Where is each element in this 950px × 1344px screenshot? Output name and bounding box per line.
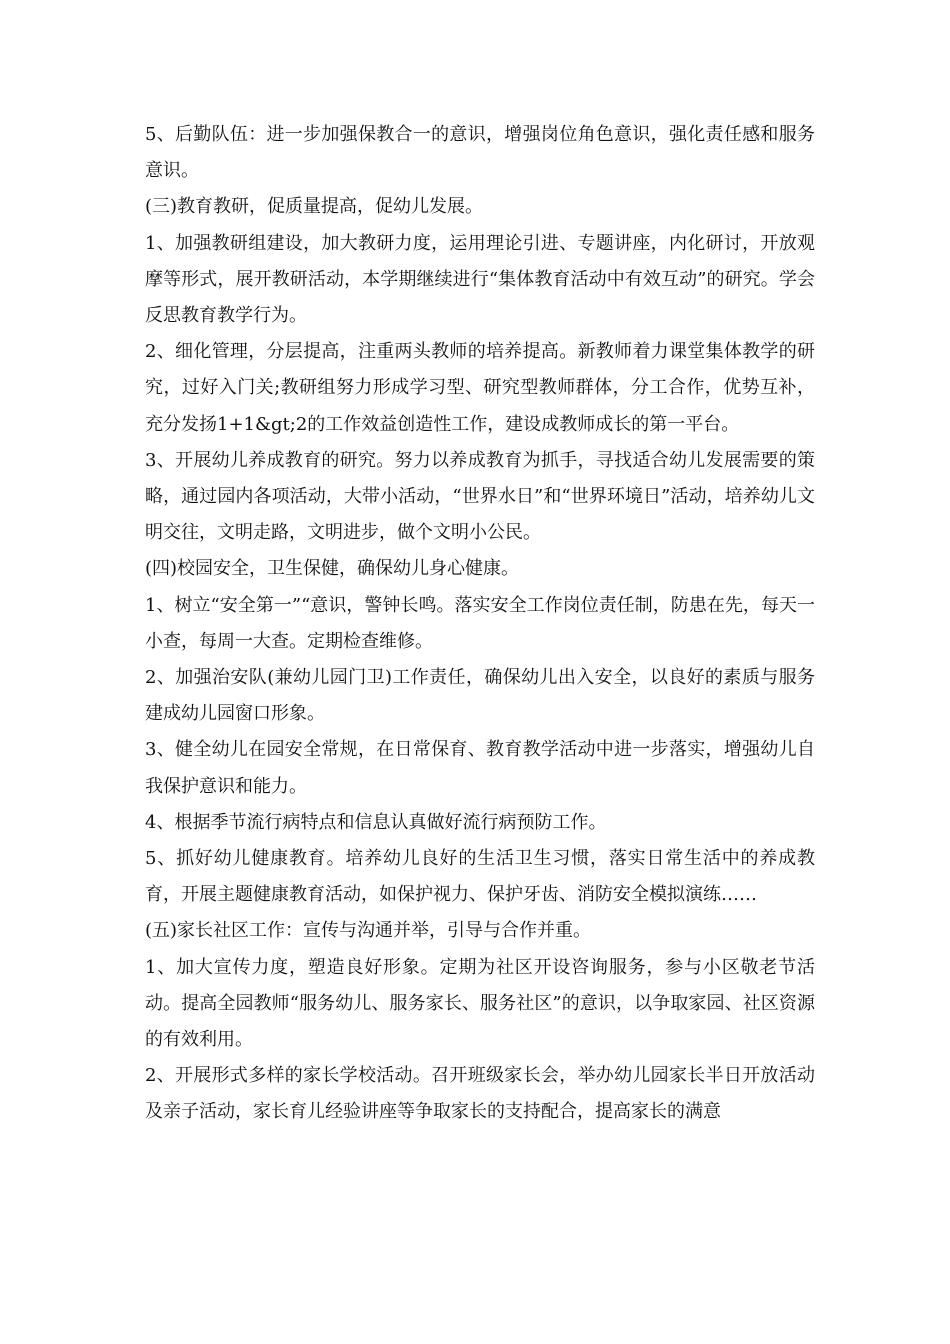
paragraph-epidemic-prevention: 4、根据季节流行病特点和信息认真做好流行病预防工作。 [145,811,607,833]
paragraph-health-education: 5、抓好幼儿健康教育。培养幼儿良好的生活卫生习惯，落实日常生活中的养成教育，开展主题健康教育活动，如保护视力、保护牙齿、消防安全模拟演练…… [145,848,815,906]
heading-teaching-research: (三)教育教研，促质量提高，促幼儿发展。 [145,196,484,218]
paragraph-research-group: 1、加强教研组建设，加大教研力度，运用理论引进、专题讲座，内化研讨，开放观摩等形式，展开教研活动，本学期继续进行“集体教育活动中有效互动”的研究。学会反思教育教学行为。 [145,232,815,327]
paragraph-habit-education: 3、开展幼儿养成教育的研究。努力以养成教育为抓手，寻找适合幼儿发展需要的策略，通过园内各项活动，大带小活动，“世界水日”和“世界环境日”活动，培养幼儿文明交往，文明走路，文明进步，做个文明小公民。 [145,449,815,544]
paragraph-layered-management: 2、细化管理，分层提高，注重两头教师的培养提高。新教师着力课堂集体教学的研究，过好入门关;教研组努力形成学习型、研究型教师群体，分工合作，优势互补，充分发扬1+1&gt;2的工作效益创造性工作，建设成教师成长的第一平台。 [145,341,815,435]
heading-campus-safety: (四)校园安全，卫生保健，确保幼儿身心健康。 [145,558,520,580]
heading-parent-community: (五)家长社区工作：宣传与沟通并举，引导与合作并重。 [145,920,592,942]
paragraph-safety-routine: 3、健全幼儿在园安全常规，在日常保育、教育教学活动中进一步落实，增强幼儿自我保护意识和能力。 [145,739,815,797]
paragraph-parent-school: 2、开展形式多样的家长学校活动。召开班级家长会，举办幼儿园家长半日开放活动及亲子活动，家长育儿经验讲座等争取家长的支持配合，提高家长的满意 [145,1065,815,1123]
paragraph-publicity: 1、加大宣传力度，塑造良好形象。定期为社区开设咨询服务，参与小区敬老节活动。提高全园教师“服务幼儿、服务家长、服务社区”的意识，以争取家园、社区资源的有效利用。 [145,956,815,1051]
paragraph-security-team: 2、加强治安队(兼幼儿园门卫)工作责任，确保幼儿出入安全，以良好的素质与服务建成幼儿园窗口形象。 [145,667,815,725]
document-body [145,117,815,1131]
paragraph-safety-first: 1、树立“安全第一”“意识，警钟长鸣。落实安全工作岗位责任制，防患在先，每天一小查，每周一大查。定期检查维修。 [145,594,815,652]
paragraph-logistics-team: 5、后勤队伍：进一步加强保教合一的意识，增强岗位角色意识，强化责任感和服务意识。 [145,124,815,182]
